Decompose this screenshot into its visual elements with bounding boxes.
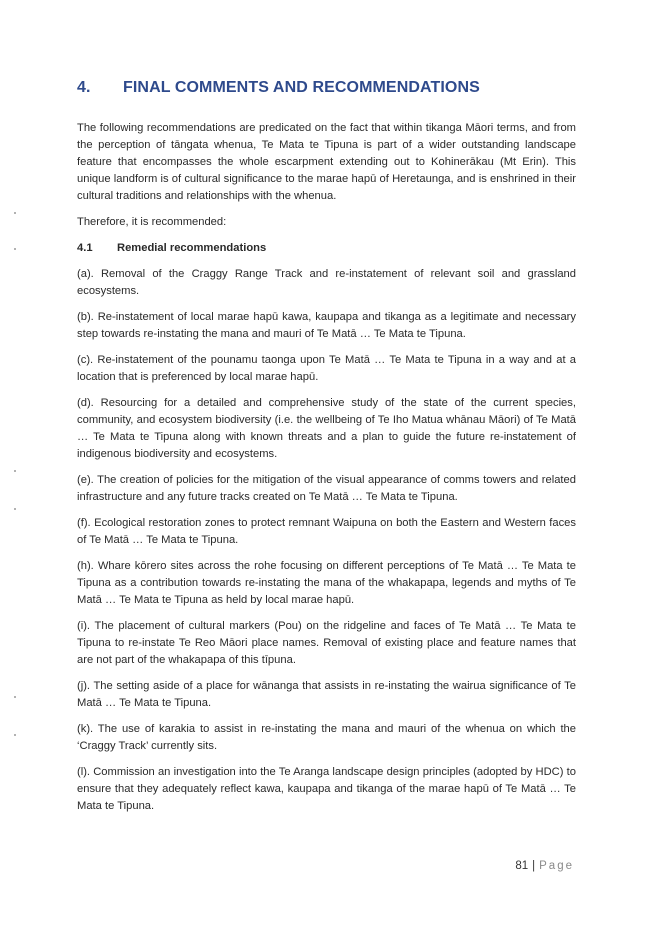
recommendation-e: (e). The creation of policies for the mitigation of the visual appearance of comms towers and related infrastructure and any future tracks created on Te Matā … Te Mata te Tipuna.: [77, 474, 576, 503]
page-label: Page: [539, 860, 574, 872]
page-footer: [515, 860, 574, 872]
recommendation-j: (j). The setting aside of a place for wānanga that assists in re-instating the wairua significance of Te Matā … Te Mata te Tipuna.: [77, 680, 576, 709]
recommendation-h: (h). Whare kōrero sites across the rohe focusing on different perceptions of Te Matā … Te Mata te Tipuna as a contribution towards re-instating the mana of the whakapapa, legends and myths of Te Matā … Te Mata te Tipuna as held by local marae hapū.: [77, 560, 576, 606]
recommendation-k: (k). The use of karakia to assist in re-instating the mana and mauri of the whenua on which the ‘Craggy Track’ currently sits.: [77, 723, 576, 752]
margin-mark: [14, 248, 16, 250]
intro-paragraph: The following recommendations are predicated on the fact that within tikanga Māori terms, and from the perception of tāngata whenua, Te Mata te Tipuna is part of a wider outstanding landscape feature that encompasses the whole escarpment extending out to Kohinerākau (Mt Erin). This unique landform is of cultural significance to the marae hapū of Heretaunga, and is enshrined in their cultural traditions and relationships with the whenua.: [77, 122, 576, 202]
document-body: [77, 120, 576, 824]
recommendation-b: (b). Re-instatement of local marae hapū kawa, kaupapa and tikanga as a legitimate and necessary step towards re-instating the mana and mauri of Te Matā … Te Mata te Tipuna.: [77, 311, 576, 340]
subsection-heading: [77, 240, 576, 257]
section-number: 4.: [77, 79, 91, 96]
recommendation-c: (c). Re-instatement of the pounamu taonga upon Te Matā … Te Mata te Tipuna in a way and at a location that is preferenced by local marae hapū.: [77, 354, 576, 383]
subsection-number: 4.1: [77, 242, 93, 254]
footer-separator: |: [532, 860, 536, 872]
margin-mark: [14, 212, 16, 214]
therefore-paragraph: Therefore, it is recommended:: [77, 216, 227, 228]
page-number: 81: [515, 860, 529, 872]
recommendation-i: (i). The placement of cultural markers (Pou) on the ridgeline and faces of Te Matā … Te Mata te Tipuna to re-instate Te Reo Māori place names. Removal of existing place and feature names that are not part of the whakapapa of this tīpuna.: [77, 620, 576, 666]
subsection-title: Remedial recommendations: [117, 242, 267, 254]
recommendation-d: (d). Resourcing for a detailed and comprehensive study of the state of the current species, community, and ecosystem biodiversity (i.e. the wellbeing of Te Iho Matua whānau Māori) of Te Matā … Te Mata te Tipuna along with known threats and a plan to guide the future re-instatement of indigenous biodiversity and ecosystems.: [77, 397, 576, 460]
margin-mark: [14, 734, 16, 736]
margin-mark: [14, 696, 16, 698]
margin-mark: [14, 470, 16, 472]
recommendation-f: (f). Ecological restoration zones to protect remnant Waipuna on both the Eastern and Western faces of Te Matā … Te Mata te Tipuna.: [77, 517, 576, 546]
section-heading: [77, 79, 480, 97]
recommendation-l: (l). Commission an investigation into the Te Aranga landscape design principles (adopted by HDC) to ensure that they adequately reflect kawa, kaupapa and tikanga of the marae hapū of Te Matā … Te Mata te Tipuna.: [77, 766, 576, 812]
recommendation-a: (a). Removal of the Craggy Range Track and re-instatement of relevant soil and grassland ecosystems.: [77, 268, 576, 297]
section-title: FINAL COMMENTS AND RECOMMENDATIONS: [123, 79, 480, 96]
margin-mark: [14, 508, 16, 510]
